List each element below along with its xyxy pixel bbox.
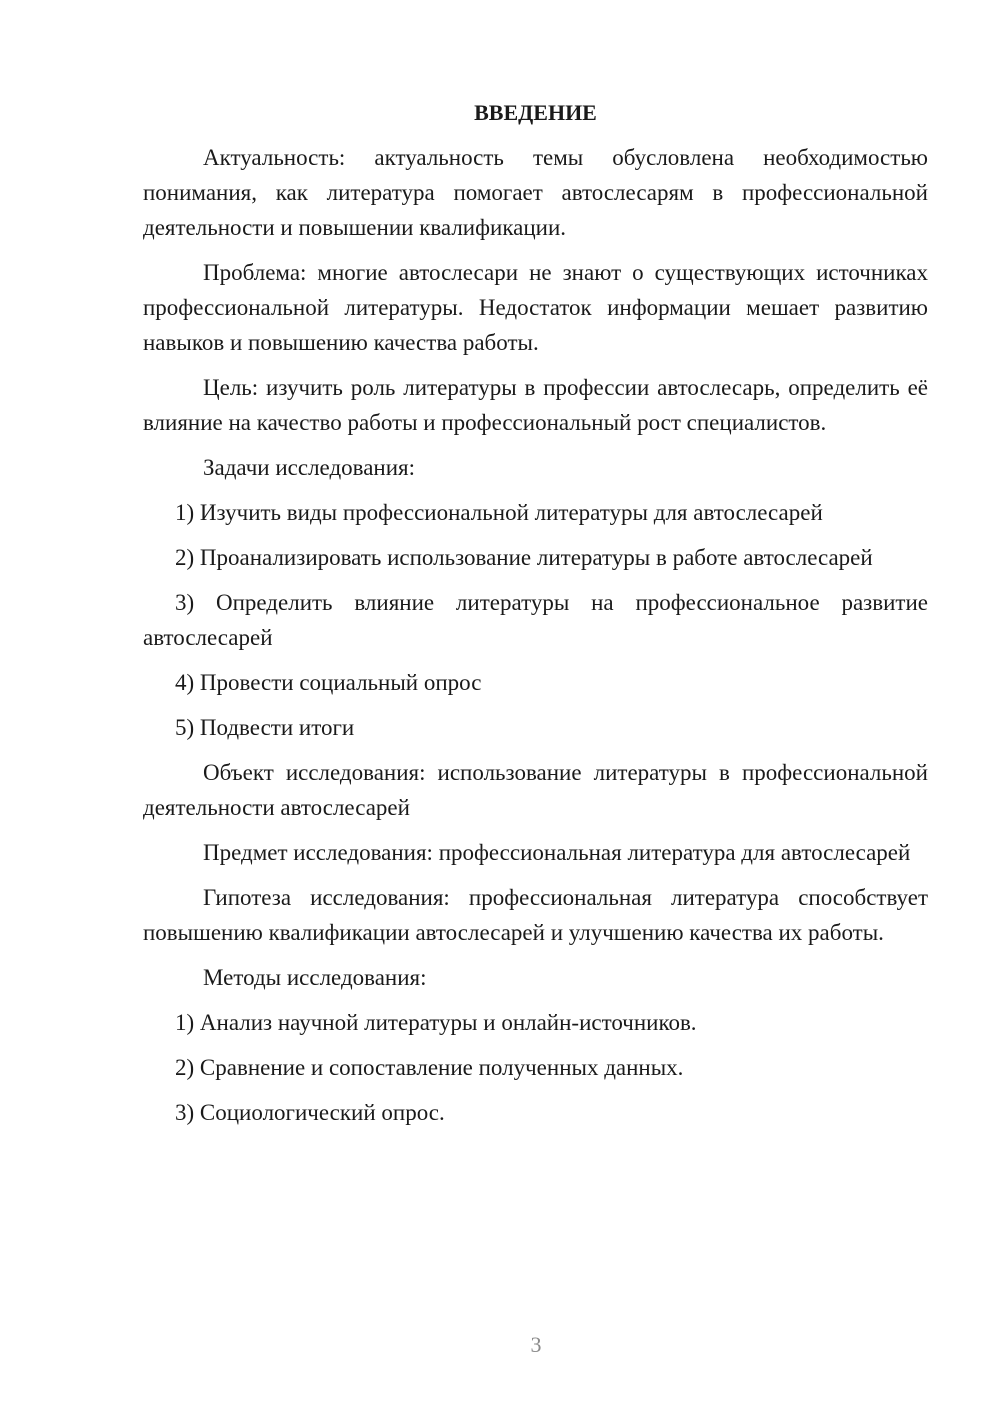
object-paragraph: Объект исследования: использование литературы в профессиональной деятельности автослесарей bbox=[143, 760, 928, 820]
page-content bbox=[143, 95, 928, 1140]
method-item: 2) Сравнение и сопоставление полученных данных. bbox=[175, 1055, 684, 1080]
task-item: 3) Определить влияние литературы на профессиональное развитие автослесарей bbox=[143, 590, 928, 650]
task-item: 5) Подвести итоги bbox=[175, 715, 355, 740]
methods-heading: Методы исследования: bbox=[203, 965, 427, 990]
task-item: 1) Изучить виды профессиональной литературы для автослесарей bbox=[175, 500, 823, 525]
goal-paragraph: Цель: изучить роль литературы в профессии автослесарь, определить её влияние на качество работы и профессиональный рост специалистов. bbox=[143, 375, 928, 435]
task-item: 4) Провести социальный опрос bbox=[175, 670, 482, 695]
problem-paragraph: Проблема: многие автослесари не знают о существующих источниках профессиональной литературы. Недостаток информации мешает развитию навыков и повышению качества работы. bbox=[143, 260, 928, 355]
method-item: 3) Социологический опрос. bbox=[175, 1100, 445, 1125]
task-item: 2) Проанализировать использование литературы в работе автослесарей bbox=[175, 545, 873, 570]
hypothesis-paragraph: Гипотеза исследования: профессиональная литература способствует повышению квалификации автослесарей и улучшению качества их работы. bbox=[143, 885, 928, 945]
section-title: ВВЕДЕНИЕ bbox=[474, 100, 597, 125]
page-number: 3 bbox=[530, 1332, 542, 1357]
method-item: 1) Анализ научной литературы и онлайн-источников. bbox=[175, 1010, 697, 1035]
subject-paragraph: Предмет исследования: профессиональная литература для автослесарей bbox=[203, 840, 911, 865]
relevance-paragraph: Актуальность: актуальность темы обусловлена необходимостью понимания, как литература помогает автослесарям в профессиональной деятельности и повышении квалификации. bbox=[143, 145, 928, 240]
tasks-heading: Задачи исследования: bbox=[203, 455, 416, 480]
